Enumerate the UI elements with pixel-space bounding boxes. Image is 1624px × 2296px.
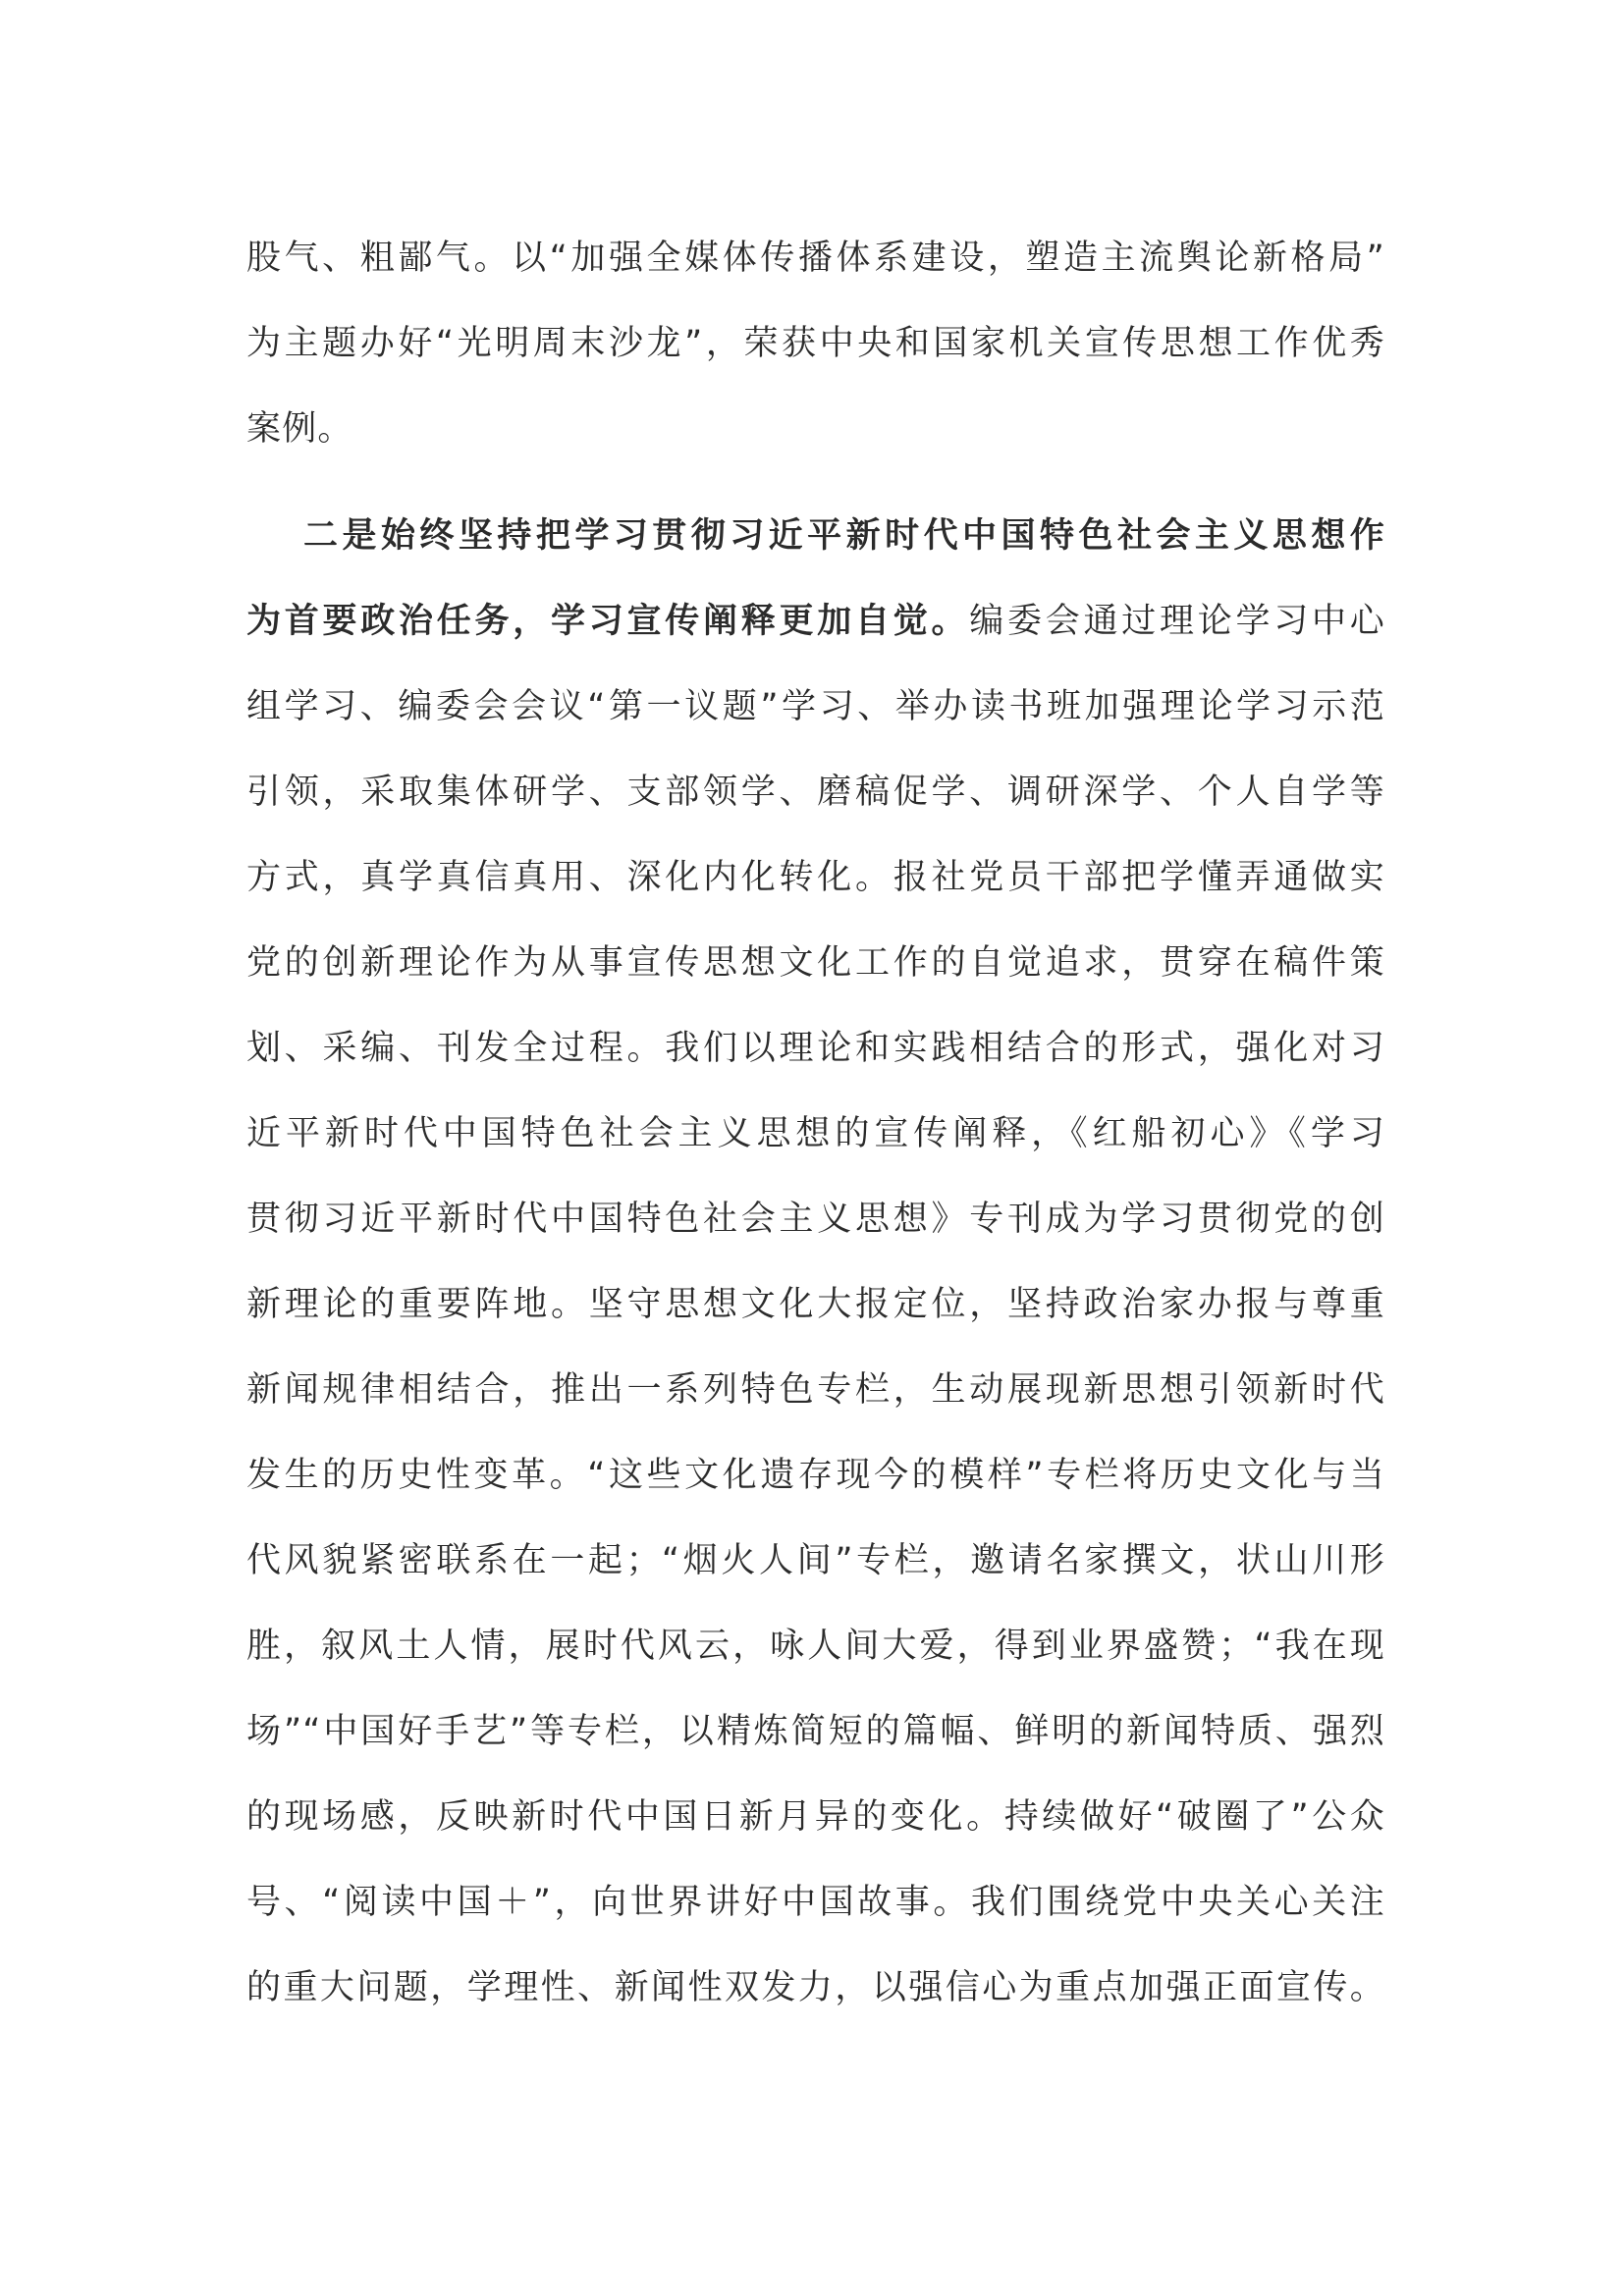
- paragraph-line: 案例。: [246, 409, 353, 449]
- paragraph-line: 号、“阅读中国＋”，向世界讲好中国故事。我们围绕党中央关心关注: [246, 1883, 1385, 1922]
- paragraph-line: 新理论的重要阵地。坚守思想文化大报定位，坚持政治家办报与尊重: [246, 1285, 1385, 1324]
- paragraph-line: 的重大问题，学理性、新闻性双发力，以强信心为重点加强正面宣传。: [246, 1968, 1385, 2007]
- paragraph-line: 贯彻习近平新时代中国特色社会主义思想》专刊成为学习贯彻党的创: [246, 1200, 1385, 1239]
- paragraph-line: 胜，叙风土人情，展时代风云，咏人间大爱，得到业界盛赞；“我在现: [246, 1627, 1385, 1666]
- paragraph-line: 党的创新理论作为从事宣传思想文化工作的自觉追求，贯穿在稿件策: [246, 943, 1385, 983]
- paragraph-line-rest: 编委会通过理论学习中心: [969, 602, 1385, 641]
- paragraph-line: 引领，采取集体研学、支部领学、磨稿促学、调研深学、个人自学等: [246, 773, 1385, 812]
- paragraph-line: 代风貌紧密联系在一起；“烟火人间”专栏，邀请名家撰文，状山川形: [246, 1541, 1385, 1580]
- paragraph-line: 划、采编、刊发全过程。我们以理论和实践相结合的形式，强化对习: [246, 1029, 1385, 1068]
- paragraph-line: 新闻规律相结合，推出一系列特色专栏，生动展现新思想引领新时代: [246, 1370, 1385, 1410]
- paragraph-line: 组学习、编委会会议“第一议题”学习、举办读书班加强理论学习示范: [246, 687, 1385, 726]
- paragraph-line: 股气、粗鄙气。以“加强全媒体传播体系建设，塑造主流舆论新格局”: [246, 239, 1385, 278]
- paragraph-heading-tail: 为首要政治任务，学习宣传阐释更加自觉。: [246, 602, 970, 641]
- paragraph-line: [246, 578, 1385, 665]
- paragraph-line: 近平新时代中国特色社会主义思想的宣传阐释，《红船初心》《学习: [246, 1114, 1385, 1153]
- paragraph-line: 场”“中国好手艺”等专栏，以精炼简短的篇幅、鲜明的新闻特质、强烈: [246, 1712, 1385, 1751]
- paragraph-heading-line: 二是始终坚持把学习贯彻习近平新时代中国特色社会主义思想作: [303, 516, 1385, 556]
- paragraph-line: 为主题办好“光明周末沙龙”，荣获中央和国家机关宣传思想工作优秀: [246, 324, 1385, 363]
- paragraph-line: 发生的历史性变革。“这些文化遗存现今的模样”专栏将历史文化与当: [246, 1456, 1385, 1495]
- paragraph-line: 方式，真学真信真用、深化内化转化。报社党员干部把学懂弄通做实: [246, 858, 1385, 897]
- paragraph-line: 的现场感，反映新时代中国日新月异的变化。持续做好“破圈了”公众: [246, 1797, 1385, 1837]
